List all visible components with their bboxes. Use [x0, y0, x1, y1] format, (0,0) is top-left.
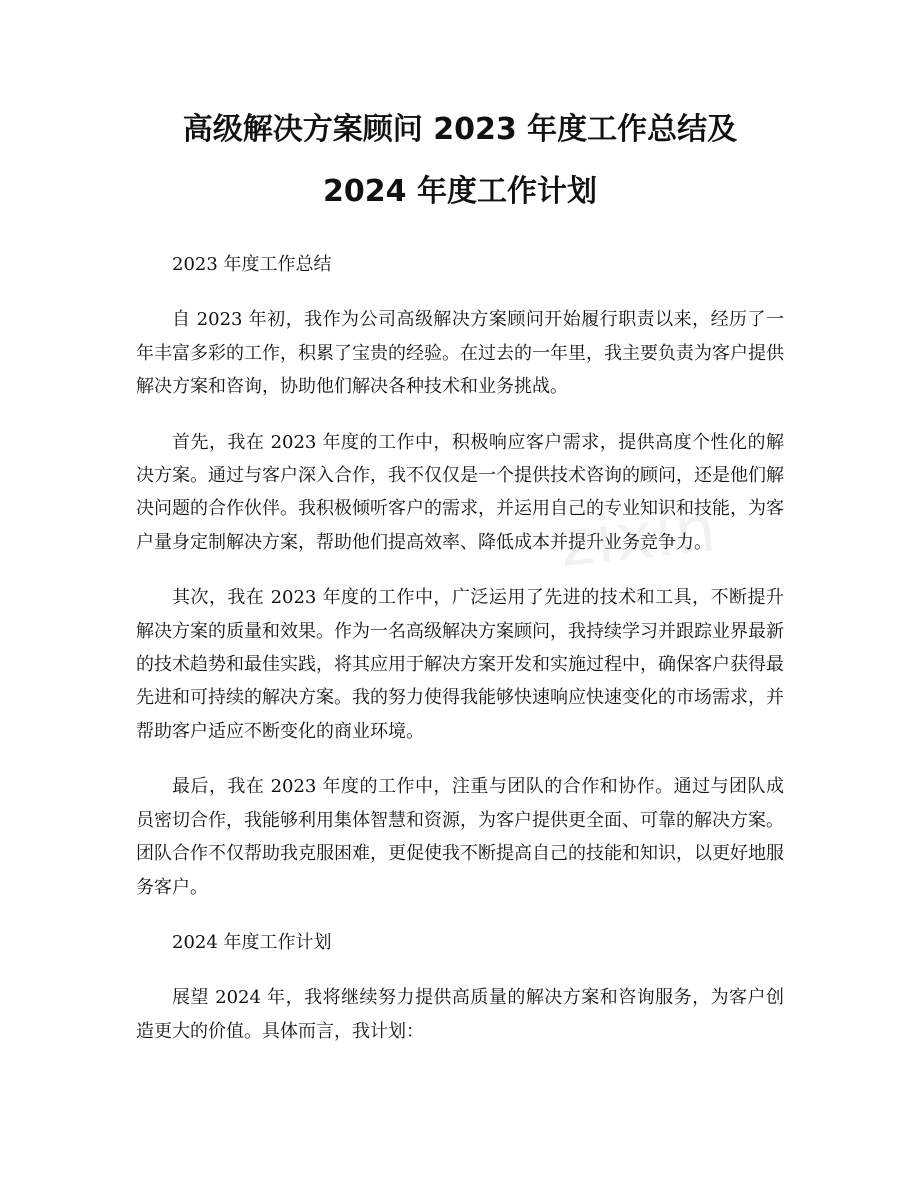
section-heading-summary: 2023 年度工作总结	[172, 254, 332, 275]
paragraph: 自 2023 年初，我作为公司高级解决方案顾问开始履行职责以来，经历了一年丰富多彩的工作，积累了宝贵的经验。在过去的一年里，我主要负责为客户提供解决方案和咨询，协助他们解决各种技术和业务挑战。	[136, 309, 784, 398]
document-title-line-1: 高级解决方案顾问 2023 年度工作总结及	[182, 112, 738, 147]
document-title-line-2: 2024 年度工作计划	[323, 174, 597, 209]
paragraph: 首先，我在 2023 年度的工作中，积极响应客户需求，提供高度个性化的解决方案。通过与客户深入合作，我不仅仅是一个提供技术咨询的顾问，还是他们解决问题的合作伙伴。我积极倾听客户的需求，并运用自己的专业知识和技能，为客户量身定制解决方案，帮助他们提高效率、降低成本并提升业务竞争力。	[136, 431, 784, 553]
paragraph: 最后，我在 2023 年度的工作中，注重与团队的合作和协作。通过与团队成员密切合作，我能够利用集体智慧和资源，为客户提供更全面、可靠的解决方案。团队合作不仅帮助我克服困难，更促使我不断提高自己的技能和知识，以更好地服务客户。	[136, 776, 784, 898]
section-heading-plan: 2024 年度工作计划	[172, 931, 332, 953]
document-body	[136, 248, 784, 1070]
paragraph: 展望 2024 年，我将继续努力提供高质量的解决方案和咨询服务，为客户创造更大的价值。具体而言，我计划：	[136, 987, 784, 1042]
paragraph: 其次，我在 2023 年度的工作中，广泛运用了先进的技术和工具，不断提升解决方案的质量和效果。作为一名高级解决方案顾问，我持续学习并跟踪业界最新的技术趋势和最佳实践，将其应用于解决方案开发和实施过程中，确保客户获得最先进和可持续的解决方案。我的努力使得我能够快速响应快速变化的市场需求，并帮助客户适应不断变化的商业环境。	[136, 587, 784, 742]
watermark: zixin	[556, 491, 722, 583]
